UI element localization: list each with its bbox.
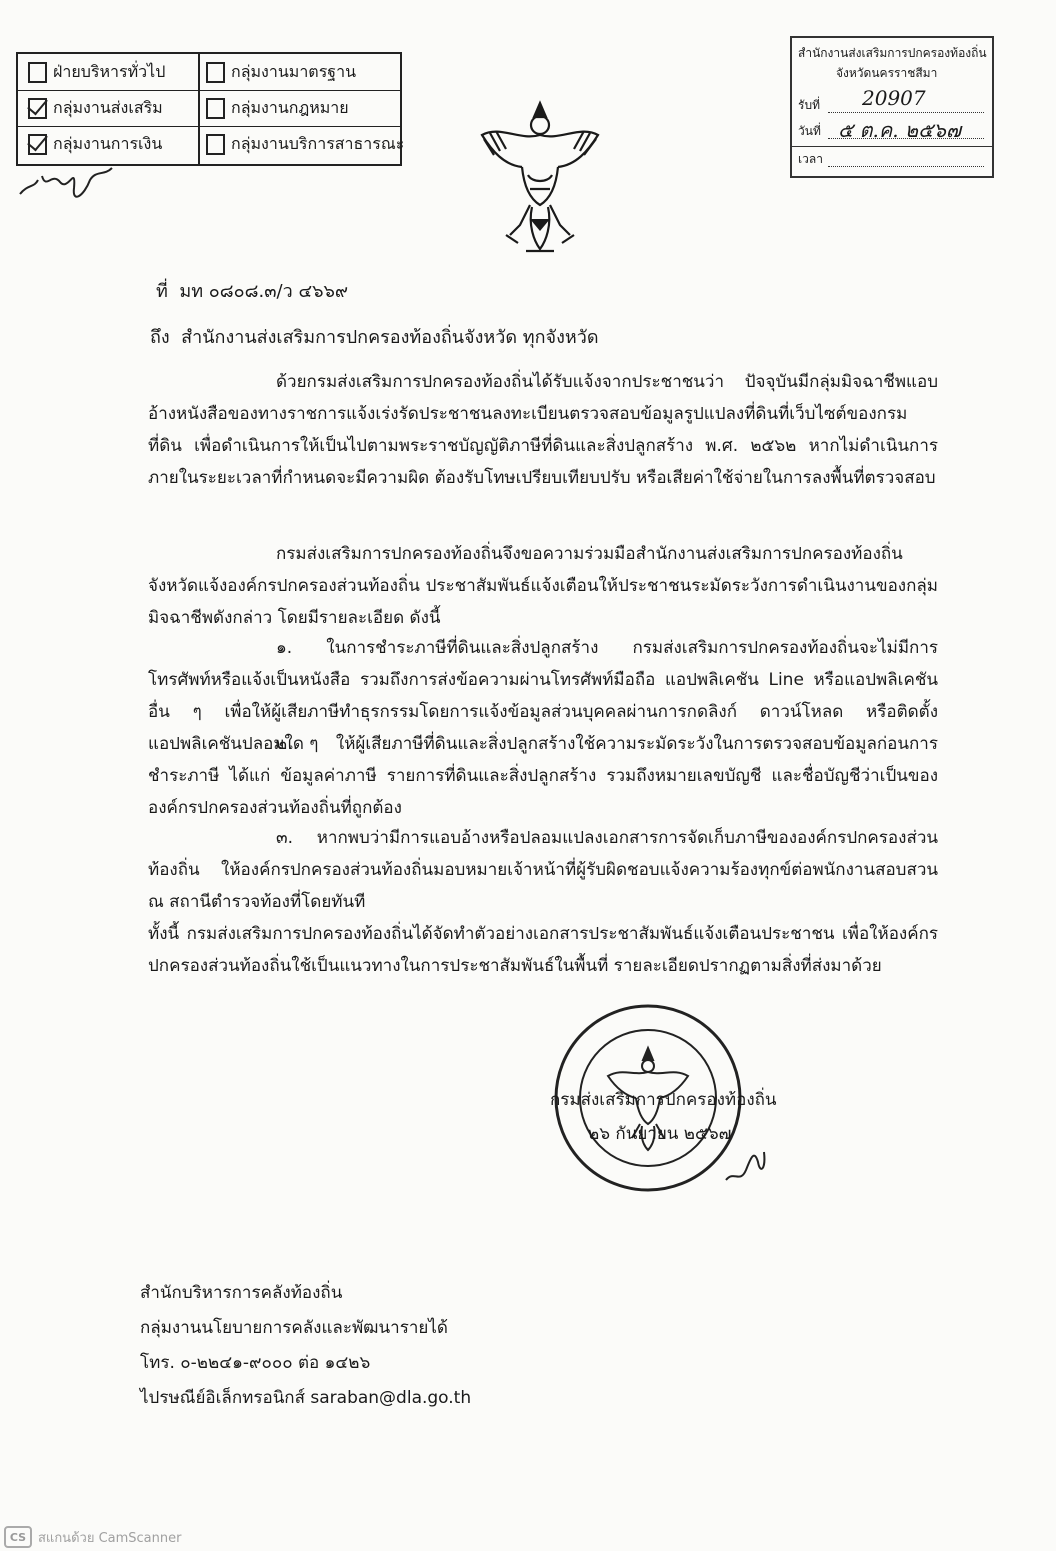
checkbox-icon[interactable] [28,62,47,83]
footer-email-line [140,1381,471,1416]
checkbox-checked-icon[interactable] [28,98,47,119]
routing-label: กลุ่มงานมาตรฐาน [231,61,357,81]
camscanner-watermark [4,1526,181,1548]
signature-scribble [720,1140,770,1190]
paragraph-intro: ด้วยกรมส่งเสริมการปกครองท้องถิ่นได้รับแจ้งจากประชาชนว่า ปัจจุบันมีกลุ่มมิจฉาชีพแอบอ้างหนังสือของทางราชการแจ้งเร่งรัดประชาชนลงทะเบียนตรวจสอบข้อมูลรูปแปลงที่ดินที่เว็บไซต์ของกรมที่ดิน เพื่อดำเนินการให้เป็นไปตามพระราชบัญญัติภาษีที่ดินและสิ่งปลูกสร้าง พ.ศ. ๒๕๖๒ หากไม่ดำเนินการภายในระยะเวลาที่กำหนดจะมีความผิด ต้องรับโทษเปรียบเทียบปรับ หรือเสียค่าใช้จ่ายในการลงพื้นที่ตรวจสอบ [148,372,938,488]
routing-item[interactable] [28,54,165,90]
ref-number: มท ๐๘๐๘.๓/ว ๔๖๖๙ [179,281,349,302]
to-label: ถึง [150,327,170,348]
checkbox-checked-icon[interactable] [28,134,47,155]
paragraph-item-3: ๓. หากพบว่ามีการแอบอ้างหรือปลอมแปลงเอกสารการจัดเก็บภาษีขององค์กรปกครองส่วนท้องถิ่น ให้องค์กรปกครองส่วนท้องถิ่นมอบหมายเจ้าหน้าที่ผู้รับผิดชอบแจ้งความร้องทุกข์ต่อพนักงานสอบสวน ณ สถานีตำรวจท้องที่โดยทันที [148,828,938,912]
stamp-receive-no: 20907 [862,86,926,110]
garuda-emblem-icon [470,95,610,260]
checkbox-icon[interactable] [206,134,225,155]
handwritten-initial [16,160,126,210]
ref-label: ที่ [156,281,168,302]
routing-row [18,90,400,127]
routing-item[interactable] [28,126,162,162]
checkbox-icon[interactable] [206,98,225,119]
footer-tel: โทร. ๐-๒๒๔๑-๙๐๐๐ ต่อ ๑๔๒๖ [140,1353,371,1373]
routing-row [18,126,405,162]
routing-row [18,54,400,91]
email-address[interactable]: saraban@dla.go.th [310,1388,472,1408]
receive-stamp [790,36,994,178]
signature-date: ๒๖ กันยายน ๒๕๖๗ [588,1124,732,1144]
routing-label: กลุ่มงานบริการสาธารณะ [231,133,405,153]
checkbox-icon[interactable] [206,62,225,83]
routing-checkbox-grid [16,52,405,166]
stamp-receive-label: รับที่ [798,98,820,112]
stamp-province: จังหวัดนครราชสีมา [836,66,938,80]
email-label: ไปรษณีย์อิเล็กทรอนิกส์ [140,1388,305,1408]
stamp-time-label: เวลา [798,152,823,166]
routing-label: กลุ่มงานส่งเสริม [53,97,163,117]
routing-item[interactable] [206,126,404,162]
stamp-divider [792,146,992,147]
to-text: สำนักงานส่งเสริมการปกครองท้องถิ่นจังหวัด ทุกจังหวัด [181,327,599,348]
stamp-office: สำนักงานส่งเสริมการปกครองท้องถิ่น [798,46,987,60]
stamp-dotline [828,166,984,167]
routing-item[interactable] [28,90,163,126]
routing-item[interactable] [206,90,349,126]
letter-ref [156,276,348,308]
watermark-text: สแกนด้วย CamScanner [38,1530,182,1546]
routing-label: กลุ่มงานการเงิน [53,133,163,153]
stamp-date-label: วันที่ [798,124,821,138]
footer-office: สำนักบริหารการคลังท้องถิ่น [140,1283,343,1303]
routing-item[interactable] [206,54,356,90]
routing-label: กลุ่มงานกฎหมาย [231,97,349,117]
paragraph-item-2: ๒. ให้ผู้เสียภาษีที่ดินและสิ่งปลูกสร้างใช้ความระมัดระวังในการตรวจสอบข้อมูลก่อนการชำระภาษี ได้แก่ ข้อมูลค่าภาษี รายการที่ดินและสิ่งปลูกสร้าง รวมถึงหมายเลขบัญชี และชื่อบัญชีว่าเป็นขององค์กรปกครองส่วนท้องถิ่นที่ถูกต้อง [148,734,938,818]
routing-label: ฝ่ายบริหารทั่วไป [53,61,166,81]
paragraph-item-1: ๑. ในการชำระภาษีที่ดินและสิ่งปลูกสร้าง กรมส่งเสริมการปกครองท้องถิ่นจะไม่มีการโทรศัพท์หรือแจ้งเป็นหนังสือ รวมถึงการส่งข้อความผ่านโทรศัพท์มือถือ แอปพลิเคชัน Line หรือแอปพลิเคชันอื่น ๆ เพื่อให้ผู้เสียภาษีทำธุรกรรมโดยการแจ้งข้อมูลส่วนบุคคลผ่านการกดลิงก์ ดาวน์โหลด หรือติดตั้งแอปพลิเคชันปลอมใด ๆ [148,638,938,754]
paragraph-request: กรมส่งเสริมการปกครองท้องถิ่นจึงขอความร่วมมือสำนักงานส่งเสริมการปกครองท้องถิ่นจังหวัดแจ้งองค์กรปกครองส่วนท้องถิ่น ประชาสัมพันธ์แจ้งเตือนให้ประชาชนระมัดระวังการดำเนินงานของกลุ่มมิจฉาชีพดังกล่าว โดยมีรายละเอียด ดังนี้ [148,544,938,628]
stamp-dotline [828,112,984,113]
footer-group: กลุ่มงานนโยบายการคลังและพัฒนารายได้ [140,1318,448,1338]
stamp-date: ๕ ต.ค. ๒๕๖๗ [838,118,961,142]
letter-addressee [150,322,599,354]
camscanner-icon: CS [4,1526,32,1548]
signature-department: กรมส่งเสริมการปกครองท้องถิ่น [550,1090,777,1110]
paragraph-closing: ทั้งนี้ กรมส่งเสริมการปกครองท้องถิ่นได้จัดทำตัวอย่างเอกสารประชาสัมพันธ์แจ้งเตือนประชาชน เพื่อให้องค์กรปกครองส่วนท้องถิ่นใช้เป็นแนวทางในการประชาสัมพันธ์ในพื้นที่ รายละเอียดปรากฏตามสิ่งที่ส่งมาด้วย [148,924,938,976]
